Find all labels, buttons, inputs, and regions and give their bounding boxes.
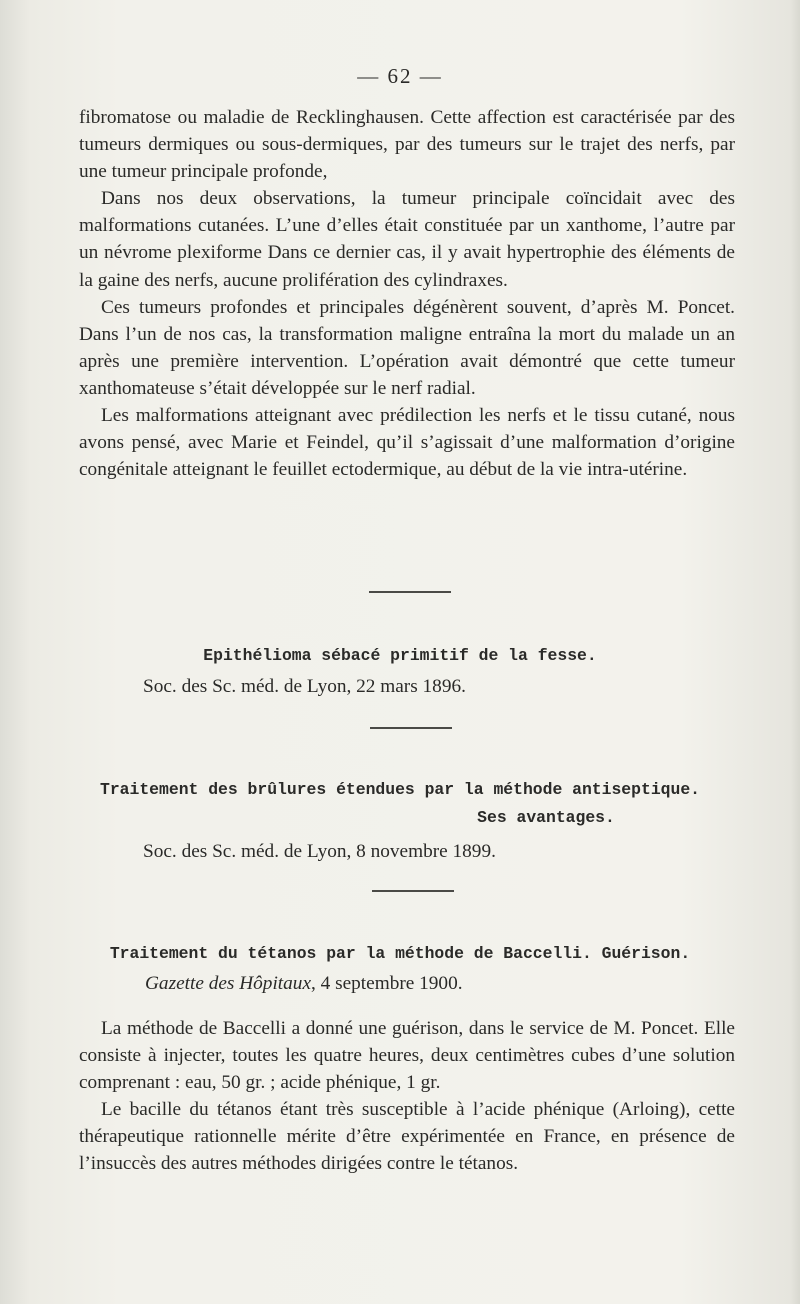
paragraph: Les malformations atteignant avec prédilection les nerfs et le tissu cutané, nous avons pensé, avec Marie et Feindel, qu’il s’agissait d’une malformation d’origine congénitale atteignant le feuillet ectodermique, au début de la vie intra-utérine. (79, 405, 735, 481)
section-divider (369, 591, 451, 593)
paragraph: Le bacille du tétanos étant très susceptible à l’acide phénique (Arloing), cette thérapeutique rationnelle mérite d’être expérimentée en France, en présence de l’insuccès des autres méthodes dirigées contre le tétanos. (79, 1099, 735, 1175)
page-number: — 62 — (357, 64, 443, 88)
entry-source: Soc. des Sc. méd. de Lyon, 8 novembre 1899. (143, 841, 496, 862)
section-divider (370, 727, 452, 729)
section-divider (372, 890, 454, 892)
entry-title-continued: Ses avantages. (477, 808, 615, 827)
entry-source (145, 973, 463, 995)
publication-date: , 4 septembre 1900. (311, 973, 463, 994)
entry-source: Soc. des Sc. méd. de Lyon, 22 mars 1896. (143, 676, 466, 697)
paragraph: La méthode de Baccelli a donné une guérison, dans le service de M. Poncet. Elle consiste à injecter, toutes les quatre heures, deux centimètres cubes d’une solution comprenant : eau, 50 gr. ; acide phénique, 1 gr. (79, 1018, 735, 1094)
paragraph: Ces tumeurs profondes et principales dégénèrent souvent, d’après M. Poncet. Dans l’un de nos cas, la transformation maligne entraîna la mort du malade un an après une première intervention. L’opération avait démontré que cette tumeur xanthomateuse s’était développée sur le nerf radial. (79, 296, 735, 399)
intro-text (79, 104, 735, 483)
paragraph: fibromatose ou maladie de Recklinghausen. Cette affection est caractérisée par des tumeurs dermiques ou sous-dermiques, par des tumeurs sur le trajet des nerfs, par une tumeur principale profonde, (79, 107, 735, 183)
paragraph: Dans nos deux observations, la tumeur principale coïncidait avec des malformations cutanées. L’une d’elles était constituée par un xanthome, l’autre par un névrome plexiforme Dans ce dernier cas, il y avait hypertrophie des éléments de la gaine des nerfs, aucune prolifération des cylindraxes. (79, 188, 735, 291)
entry-title: Traitement du tétanos par la méthode de Baccelli. Guérison. (109, 944, 691, 963)
entry-body (79, 1015, 735, 1178)
journal-name: Gazette des Hôpitaux (145, 973, 311, 994)
entry-title: Epithélioma sébacé primitif de la fesse. (203, 646, 597, 665)
entry-title: Traitement des brûlures étendues par la méthode antiseptique. (100, 780, 700, 799)
